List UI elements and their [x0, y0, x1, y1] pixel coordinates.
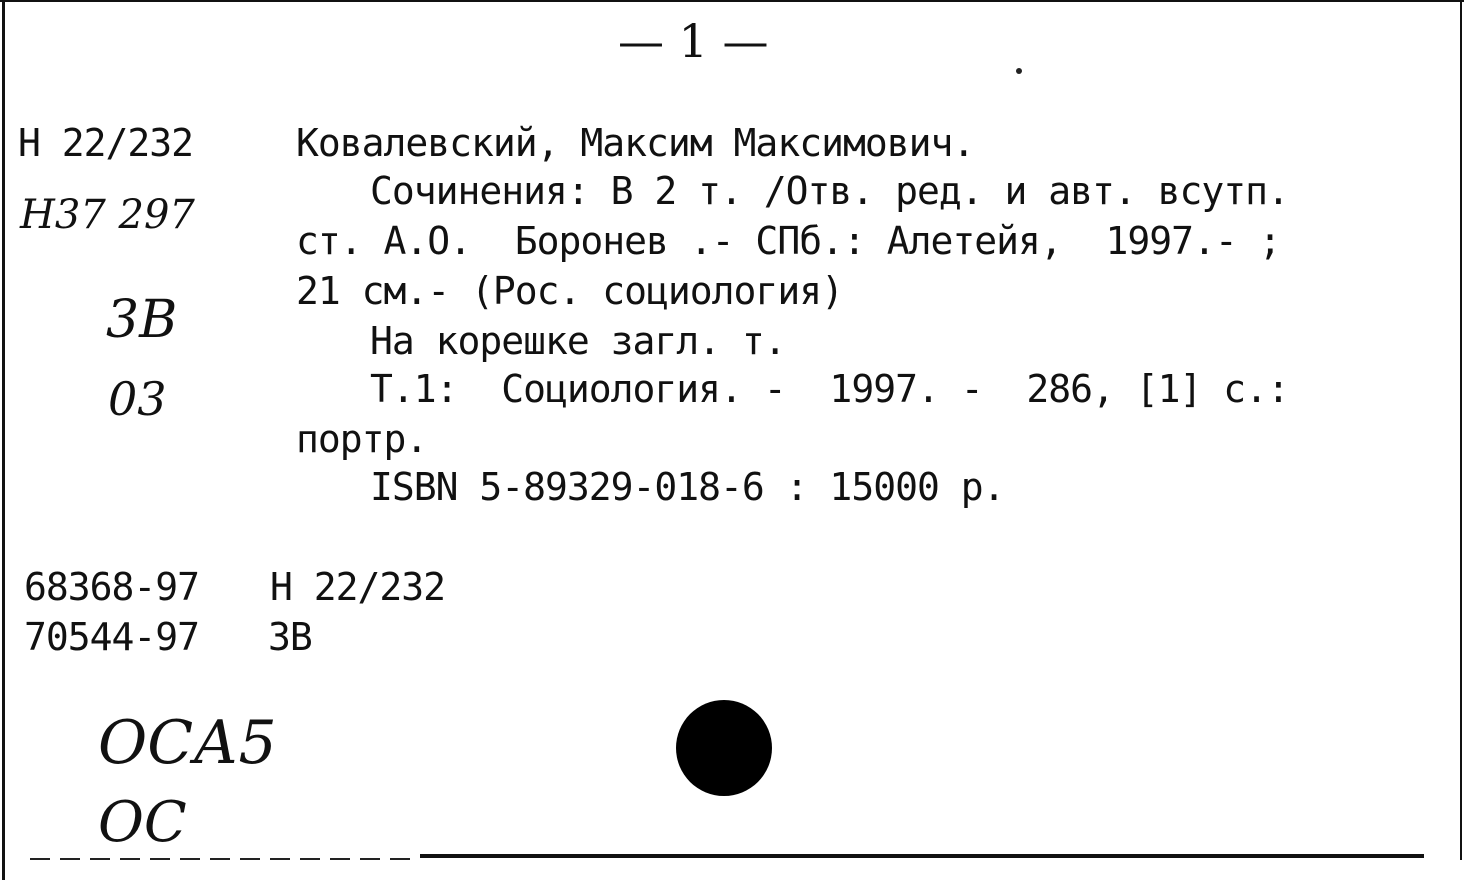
- page-number: — 1 —: [618, 14, 769, 68]
- shelf-mark: Н 22/232: [18, 121, 194, 165]
- card-right-edge: [1460, 0, 1462, 860]
- handwritten-mark-2: 3В: [106, 290, 178, 350]
- accession-number-2: 70544-97: [24, 615, 200, 659]
- title-line-2: ст. А.О. Боронев .- СПб.: Алетейя, 1997.- ;: [296, 219, 1281, 263]
- accession-number-1: 68368-97: [24, 565, 200, 609]
- title-line-3: 21 см.- (Рос. социология): [296, 269, 843, 313]
- handwritten-mark-3: 03: [108, 372, 167, 426]
- handwritten-mark-5: ОС: [98, 790, 187, 855]
- bottom-dashed-rule: [30, 858, 410, 860]
- isbn-line: ISBN 5-89329-018-6 : 15000 р.: [370, 465, 1005, 509]
- volume-line-2: портр.: [296, 417, 428, 461]
- title-line-1: Сочинения: В 2 т. /Отв. ред. и авт. всутп.: [370, 169, 1289, 213]
- accession-code-1: Н 22/232: [270, 565, 446, 609]
- author-heading: Ковалевский, Максим Максимович.: [296, 121, 975, 165]
- card-top-edge: [0, 0, 1464, 2]
- punch-hole: [676, 700, 772, 796]
- bottom-rule: [420, 854, 1424, 858]
- handwritten-mark-4: ОСА5: [98, 708, 277, 778]
- card-left-edge: [2, 0, 5, 880]
- spine-note: На корешке загл. т.: [370, 319, 786, 363]
- handwritten-mark-1: Н37 297: [20, 192, 195, 238]
- accession-code-2: ЗВ: [268, 615, 312, 659]
- volume-line-1: Т.1: Социология. - 1997. - 286, [1] с.:: [370, 367, 1289, 411]
- ink-speck: [1016, 68, 1022, 74]
